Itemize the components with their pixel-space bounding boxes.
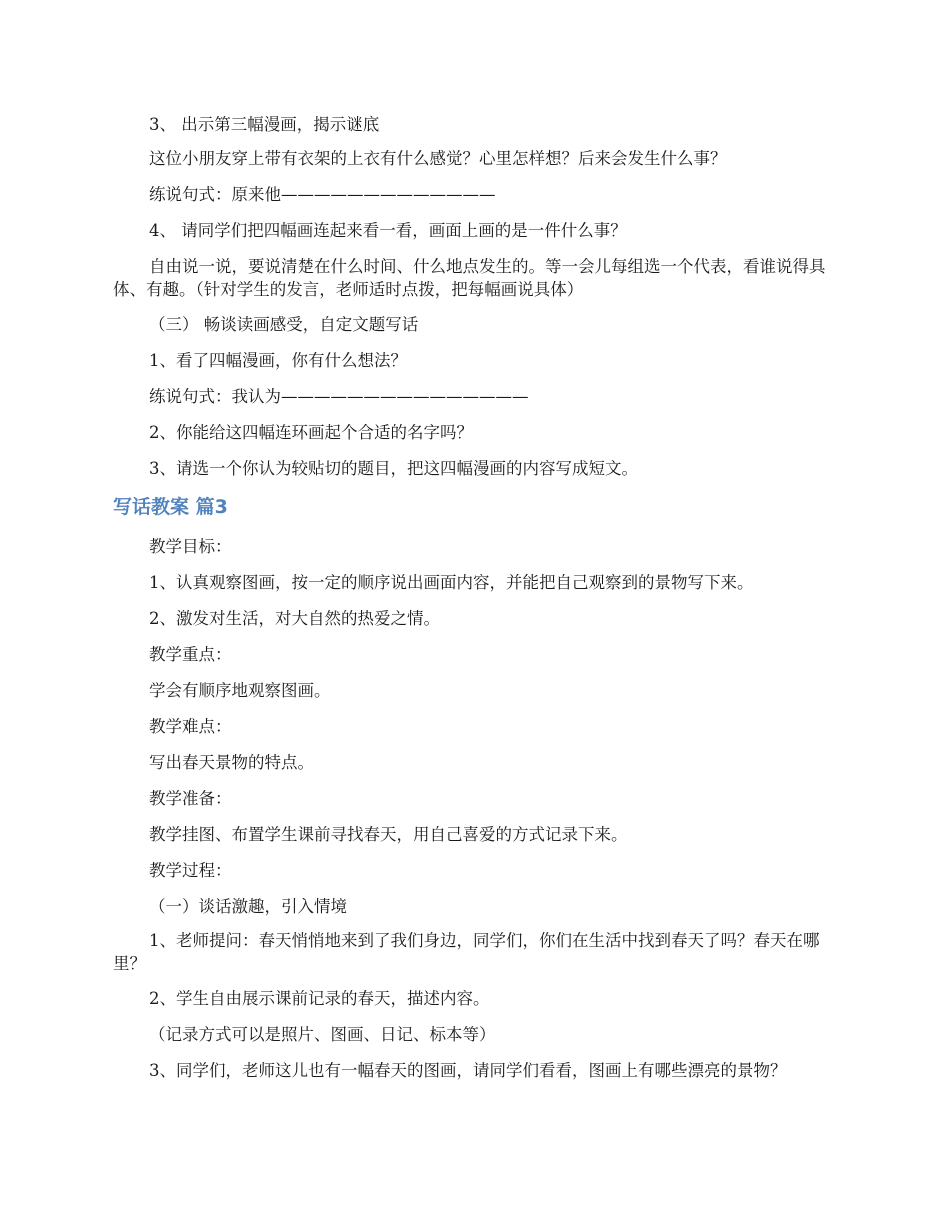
paragraph: 1、认真观察图画，按一定的顺序说出画面内容，并能把自己观察到的景物写下来。 <box>149 573 754 592</box>
paragraph: 2、你能给这四幅连环画起个合适的名字吗？ <box>149 423 473 442</box>
paragraph: 2、激发对生活，对大自然的热爱之情。 <box>149 609 440 628</box>
paragraph: 练说句式：原来他————————————— <box>149 185 496 204</box>
paragraph: 3、请选一个你认为较贴切的题目，把这四幅漫画的内容写成短文。 <box>149 459 638 478</box>
paragraph: （三） 畅谈读画感受，自定文题写话 <box>149 315 419 334</box>
paragraph: 教学过程： <box>149 861 232 880</box>
paragraph: 教学难点： <box>149 717 232 736</box>
paragraph: 练说句式：我认为——————————————— <box>149 387 529 406</box>
paragraph: 2、学生自由展示课前记录的春天，描述内容。 <box>149 989 490 1008</box>
paragraph: 1、老师提问：春天悄悄地来到了我们身边，同学们，你们在生活中找到春天了吗？春天在哪里？ <box>113 931 820 973</box>
paragraph: （一）谈话激趣，引入情境 <box>149 897 347 916</box>
paragraph: 3、 出示第三幅漫画，揭示谜底 <box>149 115 380 134</box>
paragraph: 教学目标： <box>149 537 232 556</box>
paragraph: 教学准备： <box>149 789 232 808</box>
paragraph: 1、看了四幅漫画，你有什么想法？ <box>149 351 407 370</box>
paragraph: 教学挂图、布置学生课前寻找春天，用自己喜爱的方式记录下来。 <box>149 825 628 844</box>
section-heading: 写话教案 篇3 <box>113 496 228 518</box>
paragraph: 这位小朋友穿上带有衣架的上衣有什么感觉？心里怎样想？后来会发生什么事？ <box>149 149 727 168</box>
paragraph: 4、 请同学们把四幅画连起来看一看，画面上画的是一件什么事？ <box>149 221 627 240</box>
paragraph: （记录方式可以是照片、图画、日记、标本等） <box>149 1025 496 1044</box>
paragraph: 学会有顺序地观察图画。 <box>149 681 331 700</box>
paragraph: 教学重点： <box>149 645 232 664</box>
paragraph: 自由说一说，要说清楚在什么时间、什么地点发生的。等一会儿每组选一个代表，看谁说得具体、有趣。（针对学生的发言，老师适时点拨，把每幅画说具体） <box>113 257 826 299</box>
paragraph: 3、同学们，老师这儿也有一幅春天的图画，请同学们看看，图画上有哪些漂亮的景物？ <box>149 1061 787 1080</box>
paragraph: 写出春天景物的特点。 <box>149 753 314 772</box>
